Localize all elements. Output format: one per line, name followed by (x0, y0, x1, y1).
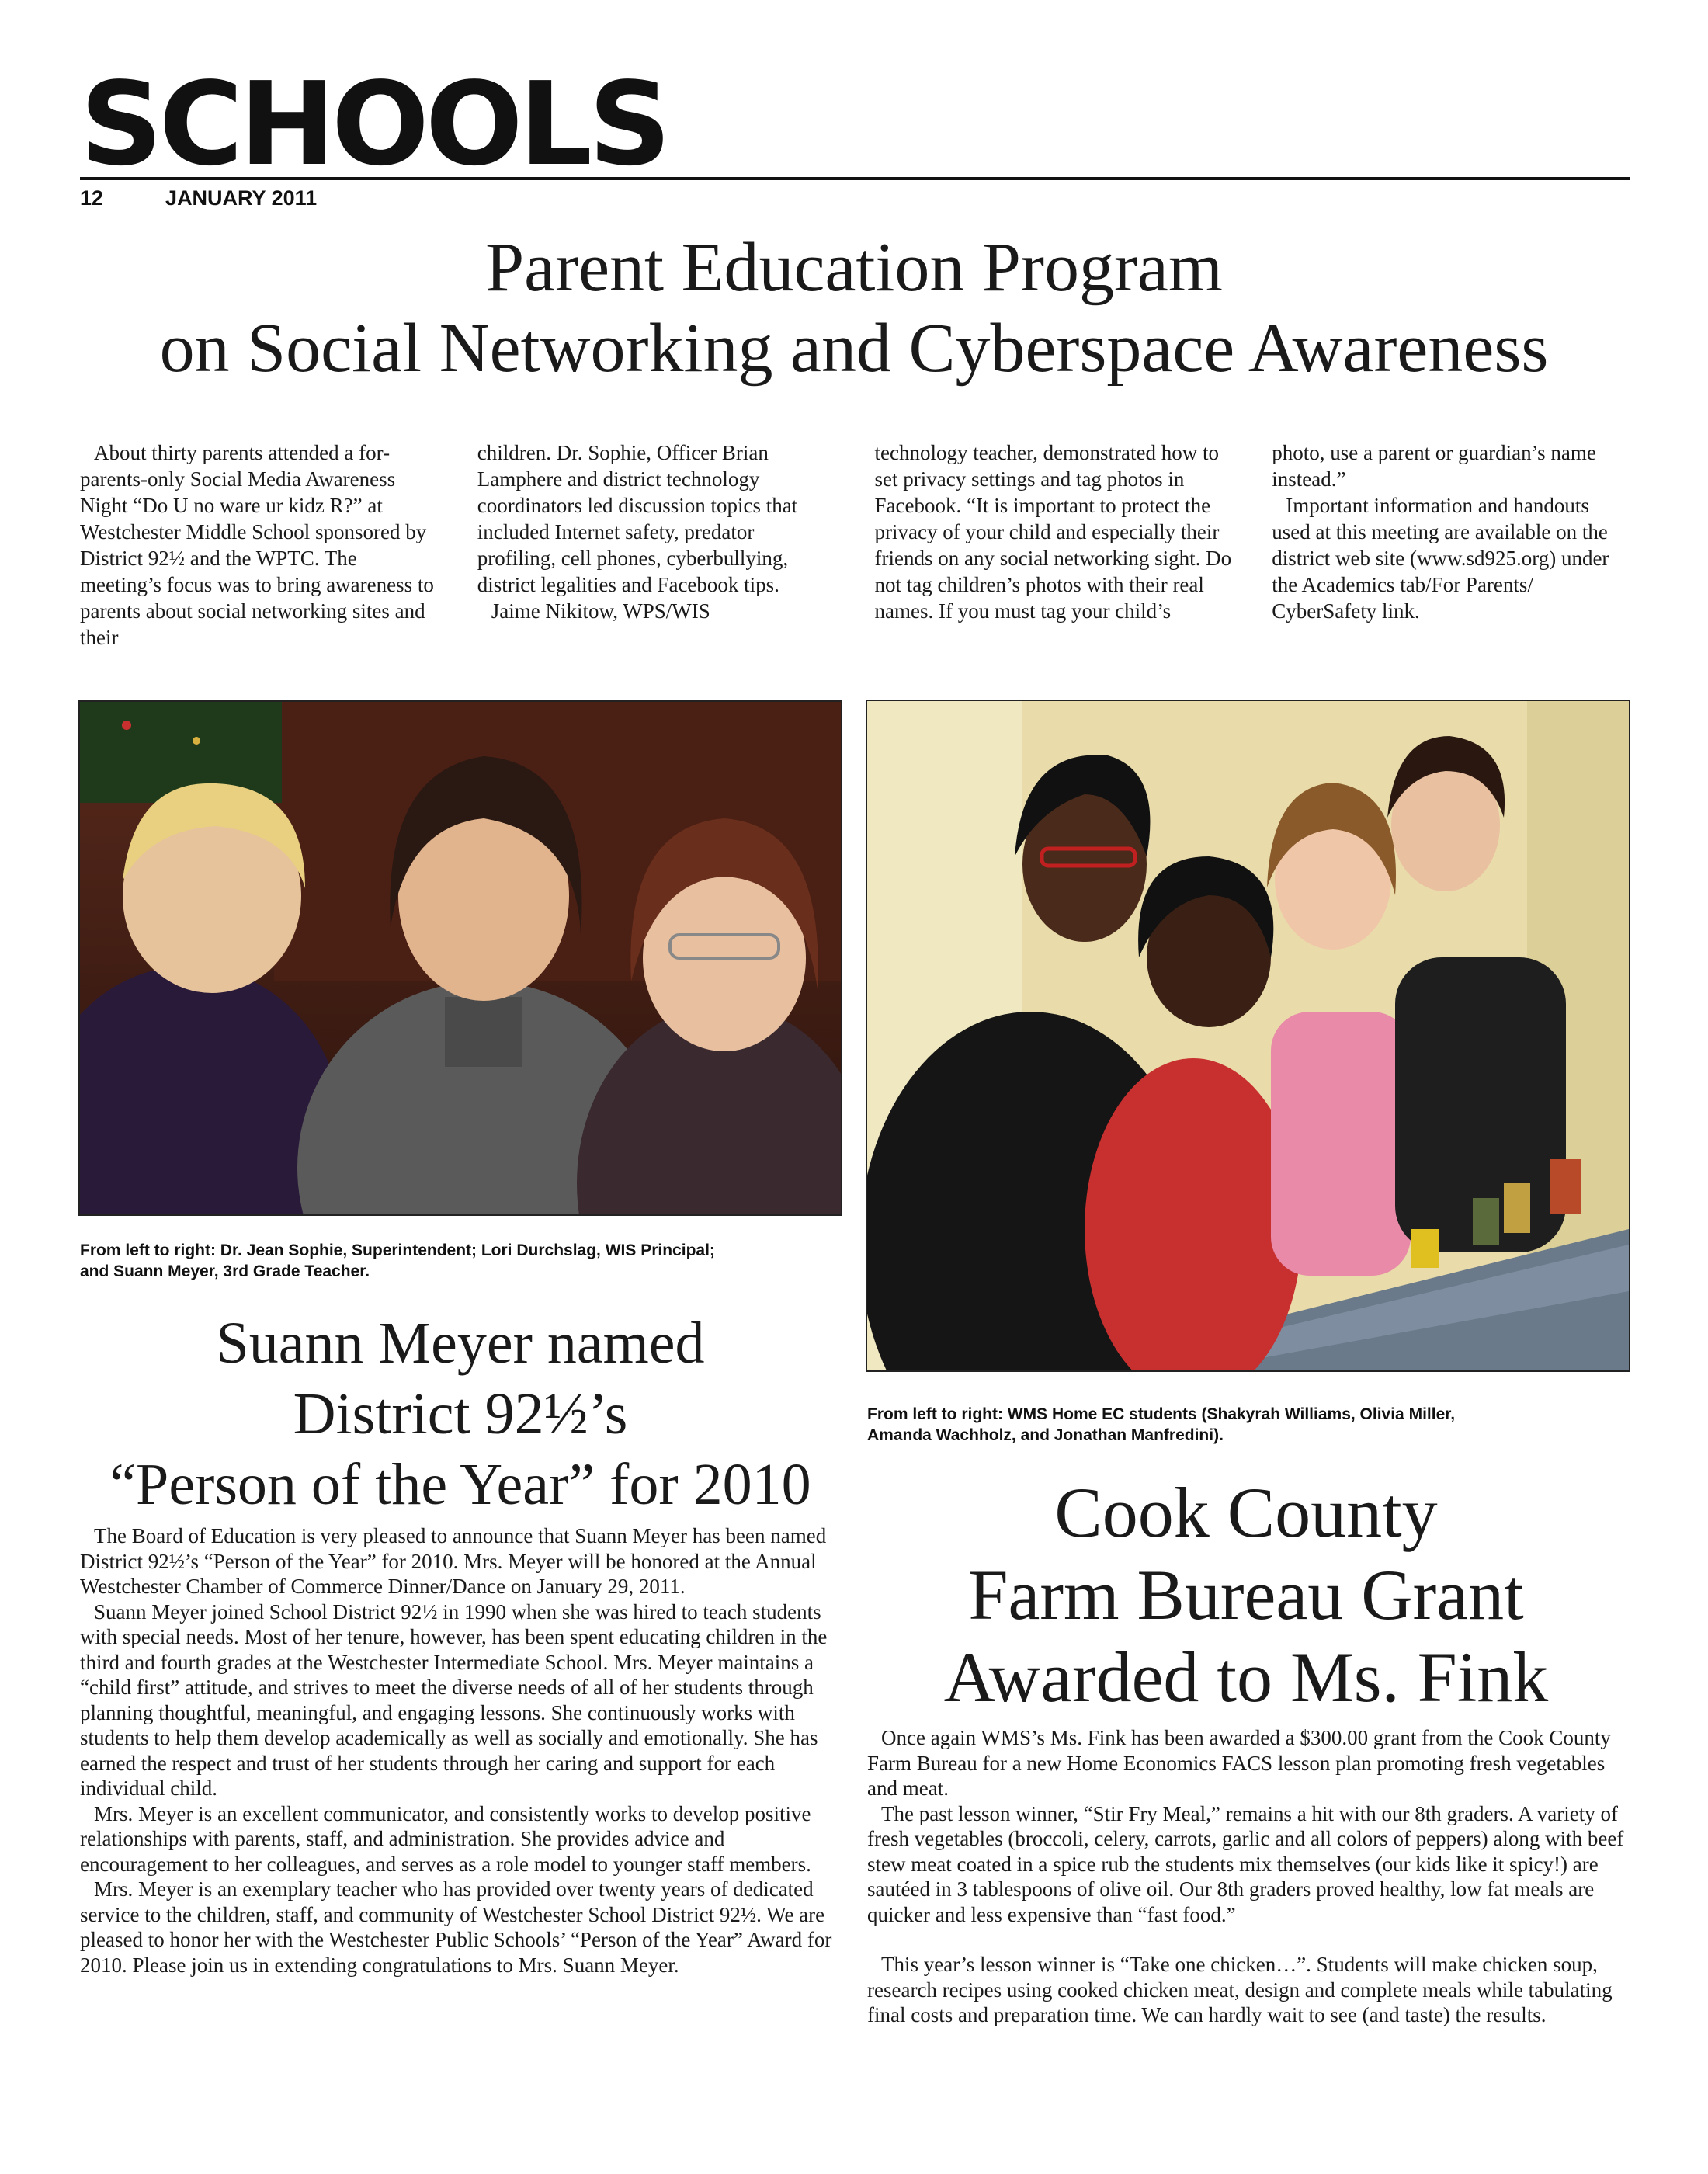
fink-headline-line1: Cook County (1054, 1473, 1438, 1552)
caption-left-line1: From left to right: Dr. Jean Sophie, Superintendent; Lori Durchslag, WIS Principal; (80, 1242, 715, 1259)
article-column-4 (1272, 439, 1630, 651)
fink-article-body (867, 1725, 1630, 2028)
fink-paragraph-3: This year’s lesson winner is “Take one chicken…”. Students will make chicken soup, research recipes using cooked chicken meat, design and complete meals while tabulating final costs and preparation time. We can hardly wait to see (and taste) the results. (867, 1953, 1613, 2026)
article-column-2 (477, 439, 836, 651)
main-headline-line1: Parent Education Program (485, 229, 1223, 306)
article-column-3 (875, 439, 1234, 651)
paragraph-gap (867, 1927, 1630, 1952)
meyer-paragraph-2: Suann Meyer joined School District 92½ in 1990 when she was hired to teach students with special needs. Most of her tenure, however, has been spent educating children in the third and fourth grades at the Westchester Intermediate School. Mrs. Meyer maintains a “child first” attitude, and strives to meet the diverse needs of all of her students through planning thoughtful, meaningful, and engaging lessons. She continuously works with students to help them develop academically as well as socially and emotionally. She has earned the respect and trust of her students through her caring and support for each individual child. (80, 1599, 828, 1800)
meyer-paragraph-3: Mrs. Meyer is an excellent communicator, and consistently works to develop positive relationships with parents, staff, and administration. She provides advice and encouragement to her colleagues, and serves as a role model to younger staff members. (80, 1801, 811, 1876)
fink-paragraph-1: Once again WMS’s Ms. Fink has been awarded a $300.00 grant from the Cook County Farm Bureau for a new Home Economics FACS lesson plan promoting fresh vegetables and meat. (867, 1726, 1611, 1800)
main-headline (78, 227, 1630, 389)
meyer-headline-line2: District 92½’s (293, 1381, 628, 1446)
meyer-headline (80, 1308, 841, 1520)
article-col4-text: photo, use a parent or guardian’s name instead.” (1272, 441, 1596, 491)
issue-date: JANUARY 2011 (165, 186, 318, 210)
caption-left (80, 1240, 841, 1282)
fink-headline-line3: Awarded to Ms. Fink (943, 1637, 1549, 1717)
fink-headline-line2: Farm Bureau Grant (968, 1555, 1524, 1634)
meyer-paragraph-1: The Board of Education is very pleased to announce that Suann Meyer has been named District 92½’s “Person of the Year” for 2010. Mrs. Meyer will be honored at the Annual Westchester Chamber of Commerce Dinner/Dance on January 29, 2011. (80, 1524, 827, 1598)
meyer-paragraph-4: Mrs. Meyer is an exemplary teacher who has provided over twenty years of dedicated service to the children, staff, and community of Westchester School District 92½. We are pleased to honor her with the Westchester Public Schools’ “Person of the Year” Award for 2010. Please join us in extending congratulations to Mrs. Suann Meyer. (80, 1877, 832, 1977)
main-headline-line2: on Social Networking and Cyberspace Awareness (159, 310, 1549, 387)
caption-right (867, 1404, 1632, 1446)
meyer-headline-line1: Suann Meyer named (216, 1311, 705, 1376)
photo-students-kitchen (866, 700, 1630, 1372)
section-title: SCHOOLS (80, 57, 668, 191)
photo-three-women-image (80, 702, 841, 1214)
article-col3-text: technology teacher, demonstrated how to set privacy settings and tag photos in Facebook. “It is important to protect the privacy of your child and especially their friends on any social networking sight. Do not tag children’s photos with their real names. If you must tag your child’s (874, 441, 1232, 623)
masthead-rule (80, 177, 1630, 180)
meyer-article-body (80, 1523, 841, 1978)
article-col4-info: Important information and handouts used at this meeting are available on the district web site (www.sd925.org) under the Academics tab/For Parents/ CyberSafety link. (1272, 494, 1609, 623)
article-byline: Jaime Nikitow, WPS/WIS (491, 599, 710, 623)
caption-left-line2: and Suann Meyer, 3rd Grade Teacher. (80, 1262, 370, 1280)
page-number: 12 (80, 186, 104, 210)
meyer-headline-line3: “Person of the Year” for 2010 (109, 1452, 811, 1517)
photo-three-women (78, 700, 842, 1216)
photo-students-kitchen-image (867, 701, 1629, 1370)
article-col2-text: children. Dr. Sophie, Officer Brian Lamphere and district technology coordinators led discussion topics that included Internet safety, predator profiling, cell phones, cyberbullying, district legalities and Facebook tips. (477, 441, 798, 596)
fink-headline (866, 1471, 1626, 1718)
caption-right-line1: From left to right: WMS Home EC students (Shakyrah Williams, Olivia Miller, (867, 1405, 1456, 1423)
folio (80, 186, 317, 210)
parent-education-article (80, 439, 1630, 651)
caption-right-line2: Amanda Wachholz, and Jonathan Manfredini). (867, 1426, 1224, 1444)
article-column-1 (80, 439, 439, 651)
fink-paragraph-2: The past lesson winner, “Stir Fry Meal,” remains a hit with our 8th graders. A variety of fresh vegetables (broccoli, celery, carrots, garlic and all colors of peppers) along with beef stew meat coated in a spice rub the students mix themselves (our kids like it spicy!) are sautéed in 3 tablespoons of olive oil. Our 8th graders proved healthy, low fat meals are quicker and less expensive than “fast food.” (867, 1801, 1624, 1926)
article-col1-text: About thirty parents attended a for-parents-only Social Media Awareness Night “Do U no ware ur kidz R?” at Westchester Middle School sponsored by District 92½ and the WPTC. The meeting’s focus was to bring awareness to parents about social networking sites and their (80, 441, 434, 649)
